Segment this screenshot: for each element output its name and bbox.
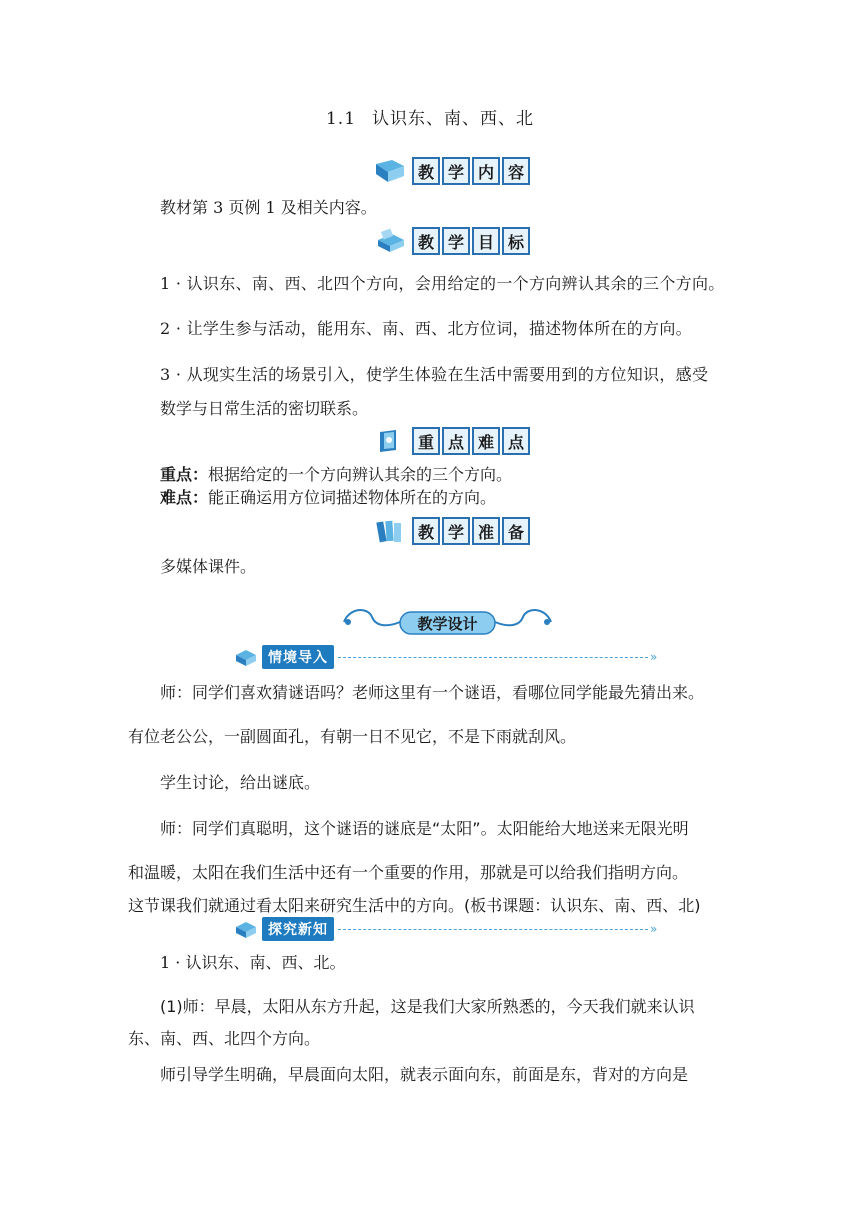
badge-char: 教 bbox=[412, 227, 440, 255]
intro-tag-label: 情境导入 bbox=[262, 645, 334, 669]
divider bbox=[338, 929, 648, 930]
intro-line-3: 学生讨论，给出谜底。 bbox=[160, 773, 321, 792]
prep-body: 多媒体课件。 bbox=[160, 557, 257, 576]
badge-char: 内 bbox=[472, 157, 500, 185]
badge-char: 学 bbox=[442, 157, 470, 185]
badge-char: 难 bbox=[472, 427, 500, 455]
double-chevron-icon: » bbox=[650, 922, 658, 936]
goal-item-3-cont: 数学与日常生活的密切联系。 bbox=[160, 399, 369, 418]
explore-line-3: 东、南、西、北四个方向。 bbox=[128, 1029, 321, 1048]
double-chevron-icon: » bbox=[650, 650, 658, 664]
section-badge-prep bbox=[374, 518, 530, 544]
explore-line-4: 师引导学生明确，早晨面向太阳，就表示面向东，前面是东，背对的方向是 bbox=[160, 1065, 689, 1084]
badge-char: 点 bbox=[502, 427, 530, 455]
explore-line-1: 1 · 认识东、南、西、北。 bbox=[160, 953, 346, 972]
key-point-text: 根据给定的一个方向辨认其余的三个方向。 bbox=[208, 465, 513, 484]
cube-icon bbox=[234, 919, 262, 939]
content-body: 教材第 3 页例 1 及相关内容。 bbox=[160, 198, 377, 217]
cube-icon bbox=[234, 647, 262, 667]
goal-item-1: 1 · 认识东、南、西、北四个方向，会用给定的一个方向辨认其余的三个方向。 bbox=[160, 274, 725, 293]
badge-char: 容 bbox=[502, 157, 530, 185]
explore-line-2: (1)师：早晨，太阳从东方升起，这是我们大家所熟悉的，今天我们就来认识 bbox=[160, 997, 695, 1016]
title-number: 1.1 bbox=[325, 109, 357, 129]
badge-char: 点 bbox=[442, 427, 470, 455]
intro-tag bbox=[234, 646, 657, 668]
goal-item-2: 2 · 让学生参与活动，能用东、南、西、北方位词，描述物体所在的方向。 bbox=[160, 319, 692, 338]
hard-point-label: 难点： bbox=[160, 488, 209, 507]
design-banner bbox=[340, 605, 555, 639]
books-icon bbox=[374, 518, 408, 544]
section-badge-goals bbox=[374, 228, 530, 254]
book-stack-icon bbox=[374, 228, 408, 254]
intro-line-5: 和温暖，太阳在我们生活中还有一个重要的作用，那就是可以给我们指明方向。 bbox=[128, 863, 689, 882]
intro-line-6: 这节课我们就通过看太阳来研究生活中的方向。(板书课题：认识东、南、西、北) bbox=[128, 896, 701, 915]
page-title bbox=[0, 104, 860, 129]
badge-char: 准 bbox=[472, 517, 500, 545]
intro-line-4: 师：同学们真聪明，这个谜语的谜底是“太阳”。太阳能给大地送来无限光明 bbox=[160, 819, 689, 838]
section-badge-content bbox=[374, 158, 530, 184]
section-badge-key bbox=[374, 428, 530, 454]
badge-char: 教 bbox=[412, 517, 440, 545]
design-banner-label: 教学设计 bbox=[417, 615, 478, 633]
title-text: 认识东、南、西、北 bbox=[372, 109, 535, 129]
badge-char: 学 bbox=[442, 227, 470, 255]
explore-tag-label: 探究新知 bbox=[262, 917, 334, 941]
explore-tag bbox=[234, 918, 657, 940]
hard-point-text: 能正确运用方位词描述物体所在的方向。 bbox=[208, 488, 497, 507]
open-book-icon bbox=[374, 428, 408, 454]
badge-char: 备 bbox=[502, 517, 530, 545]
divider bbox=[338, 657, 648, 658]
badge-char: 重 bbox=[412, 427, 440, 455]
key-point-label: 重点： bbox=[160, 465, 209, 484]
goal-item-3: 3 · 从现实生活的场景引入，使学生体验在生活中需要用到的方位知识，感受 bbox=[160, 365, 709, 384]
badge-char: 教 bbox=[412, 157, 440, 185]
book-icon bbox=[374, 158, 408, 184]
intro-line-1: 师：同学们喜欢猜谜语吗？老师这里有一个谜语，看哪位同学能最先猜出来。 bbox=[160, 683, 705, 702]
hard-point bbox=[160, 487, 740, 509]
key-point bbox=[160, 464, 740, 486]
badge-char: 目 bbox=[472, 227, 500, 255]
badge-char: 标 bbox=[502, 227, 530, 255]
badge-char: 学 bbox=[442, 517, 470, 545]
intro-line-2: 有位老公公，一副圆面孔，有朝一日不见它，不是下雨就刮风。 bbox=[128, 727, 577, 746]
